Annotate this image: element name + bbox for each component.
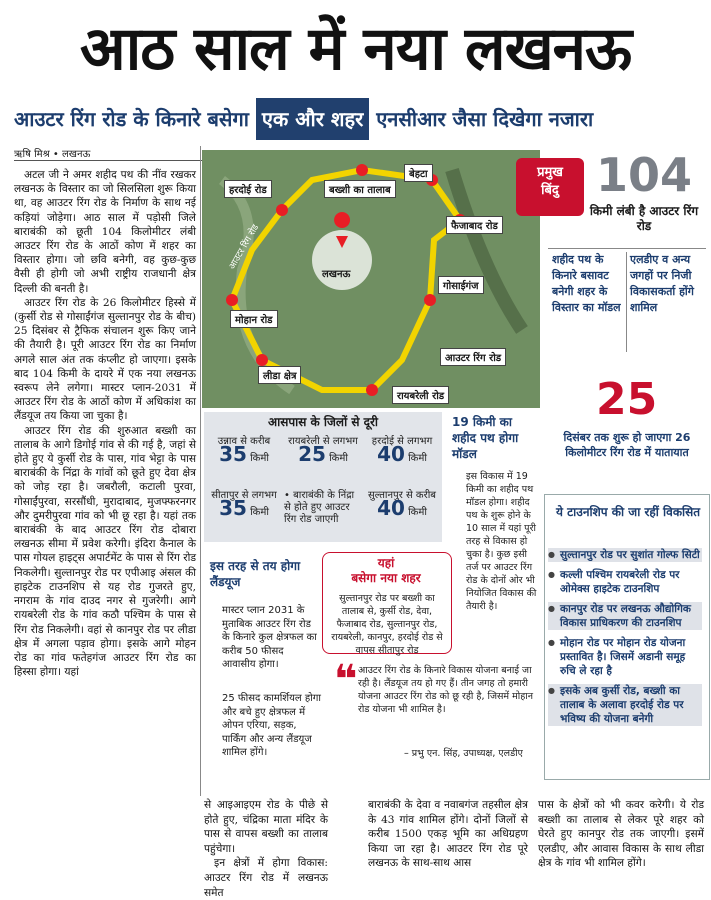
landuse-title: इस तरह से तय होगा लैंडयूज bbox=[210, 559, 301, 589]
map-label-behta: बेहटा bbox=[404, 164, 433, 182]
new-city-title-1: यहां bbox=[377, 556, 395, 570]
map-marker bbox=[424, 294, 436, 306]
distance-cell-unnao bbox=[206, 436, 282, 465]
map-label-faizabad: फैजाबाद रोड bbox=[446, 216, 503, 234]
body-paragraph-3: आउटर रिंग रोड की शुरुआत बख्शी का तालाब के आगे डिगोई गांव से की गई है, जहां से होते हुए ये कुर्सी रोड के पास, गांव भेट्टा के पास बाराबंकी के निंद्रा के गांवों को छूते हुए देवा क्षेत्र को जोड़ रहा है। जबरौली, कटाली पुरवा, गोसाईंपुरवा, सरसौंधी, मुरादाबाद, मुजफ्फरनगर और दुमरीपुरवा गांव को भी छू रहा है। यहां तक बाराबंकी के बाद आउटर रिंग रोड दोबारा लखनऊ सीमा में प्रवेश करेगी। इंदिरा कैनाल के पास गोयल हाइट्स अपार्टमेंट के पास से रिंग रोड निकलेगी। सुल्तानपुर रोड पर एपीआइ अंसल की हाइटेक टाउनशिप से यह रोड गुजरते हुए, नगराम के गांव दाउद नगर से गुजरेगी। आगे रायबरेली रोड के गांव कठौ पश्चिम के पास से रिंग रोड निकलेगी। वहां से कानपुर रोड पर लीडा क्षेत्र में अगला पड़ाव होगा। इसके आगे मोहन रोड का गांव फतेहगंज आउटर रिंग रोड का हिस्सा होगा। यहां bbox=[14, 424, 196, 679]
subheadline-part2: एनसीआर जैसा दिखेगा नजारा bbox=[376, 107, 594, 131]
township-item: ● कल्ली पश्चिम रायबरेली रोड पर ओमेक्स हाइटेक टाउनशिप bbox=[548, 568, 702, 596]
distance-value: 25 bbox=[298, 442, 326, 466]
distance-unit: किमी bbox=[250, 507, 269, 518]
badge-line1: प्रमुख bbox=[537, 165, 563, 180]
distance-table bbox=[204, 412, 442, 542]
byline-rule bbox=[14, 160, 202, 161]
map-label-raebareli: रायबरेली रोड bbox=[392, 386, 449, 404]
distance-unit: किमी bbox=[250, 453, 269, 464]
stat-25-value: 25 bbox=[596, 374, 658, 425]
map-marker bbox=[226, 294, 238, 306]
map-label-mohan: मोहान रोड bbox=[230, 310, 278, 328]
distance-label: उन्नाव से करीब bbox=[217, 436, 271, 447]
map-marker bbox=[256, 354, 268, 366]
point-left: शहीद पथ के किनारे बसावट बनेगी शहर के विस्तार का मॉडल bbox=[552, 253, 621, 314]
divider bbox=[548, 248, 706, 249]
townships-list bbox=[548, 548, 702, 732]
point-right: एलडीए व अन्य जगहों पर निजी विकासकर्ता होंगे शामिल bbox=[630, 253, 694, 314]
footer-col-2: बाराबंकी के देवा व नवाबगंज तहसील क्षेत्र के 43 गांव शामिल होंगे। दोनों जिलों से करीब 1500 एकड़ भूमि का अधिग्रहण किया जा रहा है। आउटर रिंग रोड पूरे लखनऊ के साथ-साथ आस bbox=[368, 799, 528, 870]
township-item: ● इसके अब कुर्सी रोड, बख्शी का तालाब के अलावा हरदोई रोड पर भविष्य की योजना बनेगी bbox=[548, 684, 702, 726]
distance-value: 40 bbox=[377, 496, 405, 520]
distance-label: रायबरेली से लगभग bbox=[288, 436, 358, 447]
subheadline bbox=[0, 98, 711, 140]
distance-unit: किमी bbox=[408, 507, 427, 518]
map-label-bkt: बख्शी का तालाब bbox=[324, 180, 396, 198]
quote-author: – प्रभु एन. सिंह, उपाध्यक्ष, एलडीए bbox=[404, 748, 523, 759]
townships-title: ये टाउनशिप की जा रहीं विकसित bbox=[556, 505, 701, 519]
ring-road-map bbox=[202, 150, 540, 408]
map-marker bbox=[276, 204, 288, 216]
map-label-ring-road-rotated: आउटर रिंग रोड bbox=[227, 223, 262, 272]
distance-cell-sultanpur bbox=[364, 490, 440, 519]
map-label-lucknow: लखनऊ bbox=[322, 269, 351, 280]
quote-mark-icon: ❝ bbox=[334, 657, 358, 703]
badge-line2: बिंदु bbox=[541, 183, 559, 198]
landuse-item-1: मास्टर प्लान 2031 के मुताबिक आउटर रिंग रोड के किनारे कुल क्षेत्रफल का करीब 50 फीसद आवासीय होगा। bbox=[222, 605, 317, 670]
map-label-hardoi: हरदोई रोड bbox=[224, 180, 272, 198]
new-city-text: सुल्तानपुर रोड पर बख्शी का तालाब से, कुर्सी रोड, देवा, फैजाबाद रोड, सुल्तानपुर रोड, रायबरेली, कानपुर, हरदोई रोड से वापस सीतापुर रोड bbox=[331, 593, 443, 656]
key-points-badge bbox=[516, 158, 584, 216]
distance-unit: किमी bbox=[329, 453, 348, 464]
article-body bbox=[14, 168, 196, 882]
map-marker bbox=[356, 164, 368, 176]
landuse-item-2: 25 फीसद कामर्शियल होगा और बचे हुए क्षेत्रफल में ओपन एरिया, सड़क, पार्किंग और अन्य लैंडयूज शामिल होंगे। bbox=[222, 693, 321, 758]
distance-label: सुल्तानपुर से करीब bbox=[367, 490, 437, 501]
distance-cell-hardoi bbox=[364, 436, 440, 465]
footer-col-3: पास के क्षेत्रों को भी कवर करेगी। ये रोड बख्शी का तालाब से लेकर पूरे शहर को घेरते हुए कानपुर रोड तक जाएगी। इसमें एलडीए, और आवास विकास के साथ लीडा क्षेत्र के गांव भी शामिल होंगे। bbox=[538, 799, 704, 870]
footer-col-1 bbox=[204, 798, 328, 899]
distance-cell-barabanki: • बाराबंकी के निंद्रा से होते हुए आउटर रिंग रोड जाएगी bbox=[284, 490, 355, 525]
distance-value: 40 bbox=[377, 442, 405, 466]
distance-value: 35 bbox=[219, 442, 247, 466]
model-box-text: इस विकास में 19 किमी का शहीद पथ मॉडल होगा। शहीद पथ के शुरू होने के 10 साल में यहां पूरी तरह से विकास हो चुका है। कुछ इसी तर्ज पर आउटर रिंग रोड के दोनों ओर भी नियोजित विकास की तैयारी है। bbox=[466, 471, 537, 612]
byline: ऋषि मिश्र • लखनऊ bbox=[14, 149, 91, 160]
distance-cell-sitapur bbox=[206, 490, 282, 519]
new-city-title-2: बसेगा नया शहर bbox=[351, 571, 421, 585]
column-divider bbox=[200, 146, 201, 796]
map-marker bbox=[366, 384, 378, 396]
township-item: ● कानपुर रोड पर लखनऊ औद्योगिक विकास प्राधिकरण की टाउनशिप bbox=[548, 602, 702, 630]
new-city-title bbox=[322, 556, 450, 586]
body-paragraph-1: अटल जी ने अमर शहीद पथ की नींव रखकर लखनऊ के विस्तार का जो सिलसिला शुरू किया था, वह आउटर रिंग रोड के निर्माण के साथ नई कड़ियां जोड़ेगा। आठ साल में पड़ोसी जिले बाराबंकी को छूती 104 किलोमीटर लंबी आउटर रिंग रोड के आठों कोण में शहर का विस्तार होगा। जो छवि बनेगी, वह कुछ-कुछ वैसी ही होगी जो अभी राष्ट्रीय राजधानी क्षेत्र दिल्ली की बनती है। bbox=[14, 169, 196, 295]
stat-104-caption: किमी लंबी है आउटर रिंग रोड bbox=[589, 204, 699, 233]
point-divider bbox=[626, 252, 627, 352]
map-label-gosainganj: गोसाईगंज bbox=[438, 276, 484, 294]
stat-104-value: 104 bbox=[596, 148, 693, 202]
subheadline-part1: आउटर रिंग रोड के किनारे बसेगा bbox=[14, 107, 249, 131]
distance-label: सीतापुर से लगभग bbox=[211, 490, 277, 501]
township-item: ● सुल्तानपुर रोड पर सुशांत गोल्फ सिटी bbox=[548, 548, 702, 562]
distance-table-title: आसपास के जिलों से दूरी bbox=[267, 415, 379, 429]
model-box-title: 19 किमी का शहीद पथ होगा मॉडल bbox=[452, 415, 519, 461]
stat-25-caption: दिसंबर तक शुरू हो जाएगा 26 किलोमीटर रिंग रोड में यातायात bbox=[563, 431, 691, 459]
footer-col-1b-text: इन क्षेत्रों में होगा विकास: आउटर रिंग रोड में लखनऊ समेत bbox=[204, 857, 328, 899]
map-label-outer-ring: आउटर रिंग रोड bbox=[440, 348, 506, 366]
quote-text: आउटर रिंग रोड के किनारे विकास योजना बनाई जा रही है। लैंडयूज तय हो गए हैं। तीन जगह तो हमारी योजना आउटर रिंग रोड को छू रही है, जिसमें मोहान रोड योजना भी शामिल है। bbox=[358, 665, 534, 715]
headline: आठ साल में नया लखनऊ bbox=[79, 14, 632, 84]
subheadline-highlight: एक और शहर bbox=[256, 98, 369, 140]
township-item: ● मोहान रोड पर मोहान रोड योजना प्रस्तावित है। जिसमें अडानी समूह रुचि ले रहा है bbox=[548, 636, 702, 678]
distance-value: 35 bbox=[219, 496, 247, 520]
distance-cell-raebareli bbox=[284, 436, 362, 465]
map-label-lida: लीडा क्षेत्र bbox=[258, 366, 301, 384]
distance-label: हरदोई से लगभग bbox=[371, 436, 433, 447]
body-paragraph-2: आउटर रिंग रोड के 26 किलोमीटर हिस्से में (कुर्सी रोड से गोसाईंगंज सुल्तानपुर रोड के बीच) 25 दिसंबर से ट्रैफिक संचालन शुरू किए जाने की तैयारी है। पूरी आउटर रिंग रोड का निर्माण अगले साल अंत तक कंप्लीट हो जाएगा। इसके बाद 104 किमी के दायरे में एक नया लखनऊ स्वरूप लेने लगेगा। मास्टर प्लान-2031 में आउटर रिंग रोड के आठों कोण में अधिकांश का लैंडयूज तय किया जा चुका है। bbox=[14, 296, 196, 423]
distance-unit: किमी bbox=[408, 453, 427, 464]
footer-col-1-text: से आइआइएम रोड के पीछे से होते हुए, चंद्रिका माता मंदिर के पास से वापस बख्शी का तालाब पहुंचेगा। bbox=[204, 799, 328, 855]
